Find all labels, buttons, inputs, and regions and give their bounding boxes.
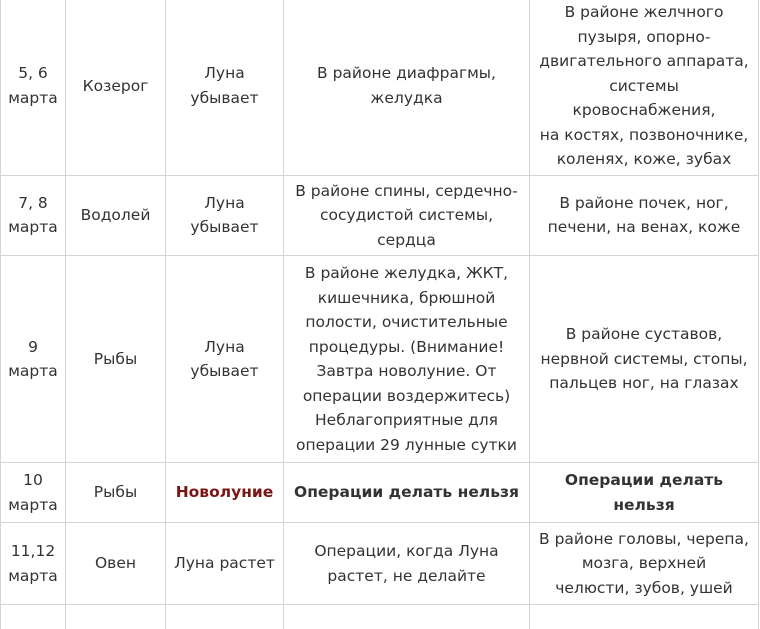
empty-cell (530, 605, 759, 629)
empty-cell (284, 605, 530, 629)
moon-phase-cell: Луна убывает (166, 256, 284, 463)
avoid-surgery-cell: В районе диафрагмы, желудка (284, 0, 530, 175)
favorable-surgery-cell: Операции делать нельзя (530, 463, 759, 523)
empty-cell (166, 605, 284, 629)
empty-cell (1, 605, 66, 629)
moon-phase-cell: Луна растет (166, 523, 284, 605)
moon-phase-cell: Луна убывает (166, 175, 284, 256)
avoid-surgery-cell: В районе спины, сердечно- сосудистой системы, сердца (284, 175, 530, 256)
date-cell: 10 марта (1, 463, 66, 523)
zodiac-sign-cell: Овен (66, 523, 166, 605)
table-row (1, 523, 759, 605)
zodiac-sign-cell: Козерог (66, 0, 166, 175)
moon-phase-cell: Луна убывает (166, 0, 284, 175)
favorable-surgery-cell: В районе желчного пузыря, опорно- двигательного аппарата, системы кровоснабжения, на костях, позвоночнике, коленях, коже, зубах (530, 0, 759, 175)
table-row (1, 463, 759, 523)
zodiac-sign-cell: Рыбы (66, 256, 166, 463)
moon-phase-cell-new-moon: Новолуние (166, 463, 284, 523)
avoid-surgery-cell: Операции, когда Луна растет, не делайте (284, 523, 530, 605)
date-cell: 11,12 марта (1, 523, 66, 605)
date-cell: 9 марта (1, 256, 66, 463)
empty-cell (66, 605, 166, 629)
favorable-surgery-cell: В районе суставов, нервной системы, стопы, пальцев ног, на глазах (530, 256, 759, 463)
zodiac-sign-cell: Водолей (66, 175, 166, 256)
date-cell: 7, 8 марта (1, 175, 66, 256)
favorable-surgery-cell: В районе почек, ног, печени, на венах, коже (530, 175, 759, 256)
avoid-surgery-cell: Операции делать нельзя (284, 463, 530, 523)
table-row-partial (1, 605, 759, 629)
avoid-surgery-cell: В районе желудка, ЖКТ, кишечника, брюшной полости, очистительные процедуры. (Внимание! Завтра новолуние. От операции воздержитесь) Неблагоприятные для операции 29 лунные сутки (284, 256, 530, 463)
favorable-surgery-cell: В районе головы, черепа, мозга, верхней челюсти, зубов, ушей (530, 523, 759, 605)
table-row (1, 0, 759, 175)
zodiac-sign-cell: Рыбы (66, 463, 166, 523)
table-row (1, 175, 759, 256)
table-row (1, 256, 759, 463)
date-cell: 5, 6 марта (1, 0, 66, 175)
